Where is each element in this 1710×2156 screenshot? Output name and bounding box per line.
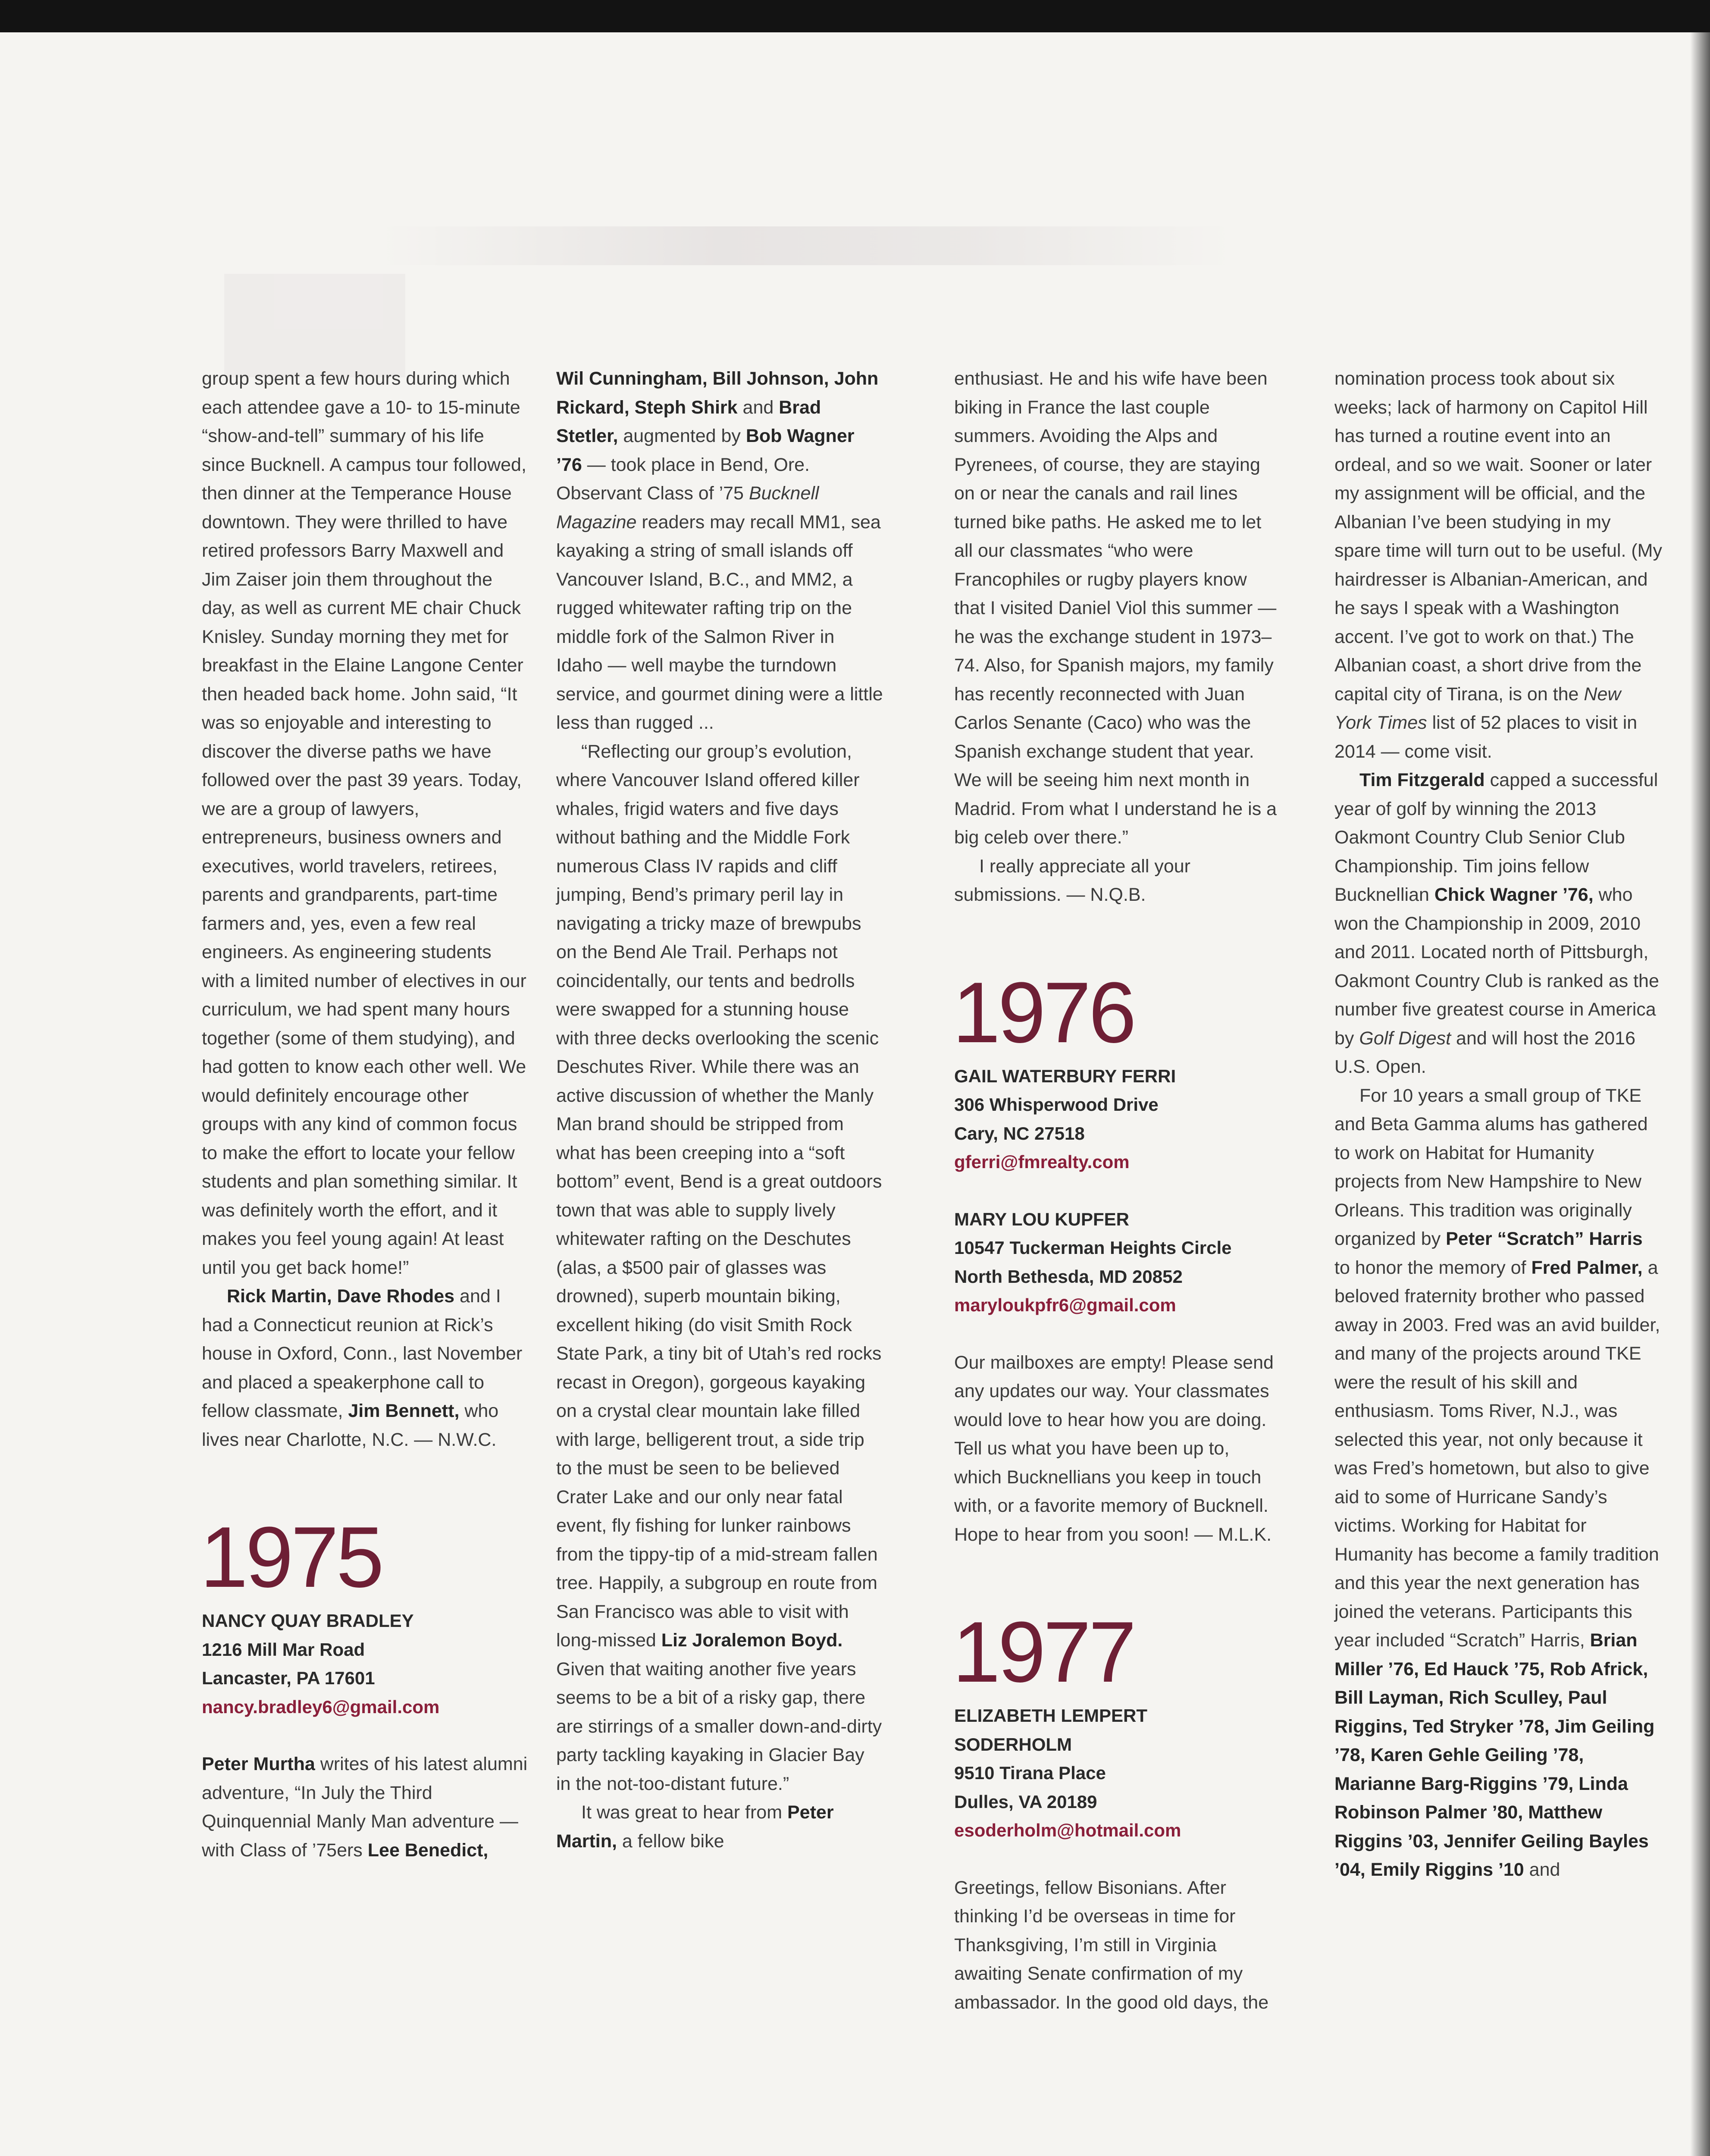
- contact-street: 10547 Tuckerman Heights Circle: [954, 1238, 1232, 1258]
- contact-email-link[interactable]: gferri@fmrealty.com: [954, 1152, 1130, 1172]
- publication-title: Golf Digest: [1359, 1028, 1451, 1049]
- class-correspondent-contact: [954, 1205, 1282, 1320]
- paragraph: Our mailboxes are empty! Please send any updates our way. Your classmates would love to hear how you are doing. Tell us what you have been up to, which Bucknellians you keep in touch with, or a favorite memory of Bucknell. Hope to hear from you soon! — M.L.K.: [954, 1352, 1274, 1545]
- publication-title: New York Times: [1334, 683, 1621, 733]
- alumni-name-list: Brian Miller ’76, Ed Hauck ’75, Rob Africk, Bill Layman, Rich Sculley, Paul Riggins, Ted Stryker ’78, Jim Geiling ’78, Karen Gehle Geiling ’78, Marianne Barg-Riggins ’79, Linda Robinson Palmer ’80, Matthew Riggins ’03, Jennifer Geiling Bayles ’04, Emily Riggins ’10: [1334, 1630, 1655, 1880]
- publication-title: Bucknell Magazine: [556, 483, 819, 533]
- column-3: [954, 364, 1282, 2017]
- page-edge-shadow: [1690, 32, 1710, 2156]
- contact-city: Cary, NC 27518: [954, 1123, 1085, 1144]
- contact-city: Lancaster, PA 17601: [202, 1668, 375, 1688]
- paragraph: Greetings, fellow Bisonians. After thinking I’d be overseas in time for Thanksgiving, I’m still in Virginia awaiting Senate confirmation of my ambassador. In the good old days, the: [954, 1877, 1269, 2013]
- paragraph: It was great to hear from Peter Martin, a fellow bike: [556, 1802, 834, 1852]
- faded-header-band: [379, 226, 1233, 265]
- contact-city: North Bethesda, MD 20852: [954, 1266, 1183, 1287]
- paragraph: enthusiast. He and his wife have been biking in France the last couple summers. Avoiding the Alps and Pyrenees, of course, they are staying on or near the canals and rail lines turned bike paths. He asked me to let all our classmates “who were Francophiles or rugby players know that I visited Daniel Viol this summer — he was the exchange student in 1973–74. Also, for Spanish majors, my family has recently reconnected with Juan Carlos Senante (Caco) who was the Spanish exchange student that year. We will be seeing him next month in Madrid. From what I understand he is a big celeb over there.”: [954, 368, 1277, 848]
- column-2: [556, 364, 884, 1855]
- alumni-name: Brad Stetler,: [556, 397, 821, 446]
- alumni-name: Rick Martin, Dave Rhodes: [227, 1286, 455, 1307]
- alumni-name: Lee Benedict,: [367, 1839, 489, 1861]
- paragraph: nomination process took about six weeks; lack of harmony on Capitol Hill has turned a routine event into an ordeal, and so we wait. Sooner or later my assignment will be official, and the Albanian I’ve been studying in my spare time will turn out to be useful. (My hairdresser is Albanian-American, and he says I speak with a Washington accent. I’ve got to work on that.) The Albanian coast, a short drive from the capital city of Tirana, is on the New York Times list of 52 places to visit in 2014 — come visit.: [1334, 368, 1662, 762]
- class-year-heading: 1977: [952, 1604, 1134, 1700]
- alumni-name: Peter Martin,: [556, 1802, 834, 1852]
- contact-name: GAIL WATERBURY FERRI: [954, 1065, 1176, 1086]
- paragraph: Peter Murtha writes of his latest alumni adventure, “In July the Third Quinquennial Manly Man adventure — with Class of ’75ers Lee Benedict,: [202, 1754, 528, 1861]
- contact-name: ELIZABETH LEMPERT: [954, 1705, 1147, 1726]
- alumni-name: Jim Bennett,: [348, 1401, 460, 1421]
- paragraph: Rick Martin, Dave Rhodes and I had a Connecticut reunion at Rick’s house in Oxford, Conn., last November and placed a speakerphone call to fellow classmate, Jim Bennett, who lives near Charlotte, N.C. — N.W.C.: [202, 1286, 523, 1450]
- paragraph: For 10 years a small group of TKE and Beta Gamma alums has gathered to work on Habitat for Humanity projects from New Hampshire to New Orleans. This tradition was originally organized by Peter “Scratch” Harris to honor the memory of Fred Palmer, a beloved fraternity brother who passed away in 2003. Fred was an avid builder, and many of the projects around TKE were the result of his skill and enthusiasm. Toms River, N.J., was selected this year, not only because it was Fred’s hometown, but also to give aid to some of Hurricane Sandy’s victims. Working for Habitat for Humanity has become a family tradition and this year the next generation has joined the veterans. Participants this year included “Scratch” Harris, Brian Miller ’76, Ed Hauck ’75, Rob Africk, Bill Layman, Rich Sculley, Paul Riggins, Ted Stryker ’78, Jim Geiling ’78, Karen Gehle Geiling ’78, Marianne Barg-Riggins ’79, Linda Robinson Palmer ’80, Matthew Riggins ’03, Jennifer Geiling Bayles ’04, Emily Riggins ’10 and: [1334, 1085, 1660, 1880]
- contact-street: 306 Whisperwood Drive: [954, 1094, 1159, 1115]
- contact-email-link[interactable]: nancy.bradley6@gmail.com: [202, 1696, 440, 1717]
- paragraph: “Reflecting our group’s evolution, where Vancouver Island offered killer whales, frigid waters and five days without bathing and the Middle Fork numerous Class IV rapids and cliff jumping, Bend’s primary peril lay in navigating a tricky maze of brewpubs on the Bend Ale Trail. Perhaps not coincidentally, our tents and bedrolls were swapped for a stunning house with three decks overlooking the scenic Deschutes River. While there was an active discussion of whether the Manly Man brand should be stripped from what has been creeping into a “soft bottom” event, Bend is a great outdoors town that was able to supply lively whitewater rafting on the Deschutes (alas, a $500 pair of glasses was drowned), superb mountain biking, excellent hiking (do visit Smith Rock State Park, a tiny bit of Utah’s red rocks recast in Oregon), gorgeous kayaking on a crystal clear mountain lake filled with large, belligerent trout, a side trip to the must be seen to be believed Crater Lake and our only near fatal event, fly fishing for lunker rainbows from the tippy-tip of a mid-stream fallen tree. Happily, a subgroup en route from San Francisco was able to visit with long-missed Liz Joralemon Boyd. Given that waiting another five years seems to be a bit of a risky gap, there are stirrings of a smaller down-and-dirty party tackling kayaking in Glacier Bay in the not-too-distant future.”: [556, 741, 882, 1794]
- alumni-name: Liz Joralemon Boyd.: [661, 1630, 843, 1651]
- column-1: [202, 364, 529, 1865]
- contact-email-link[interactable]: maryloukpfr6@gmail.com: [954, 1295, 1176, 1315]
- column-4: [1334, 364, 1662, 1884]
- alumni-name: Tim Fitzgerald: [1359, 770, 1485, 790]
- contact-name: MARY LOU KUPFER: [954, 1209, 1130, 1229]
- alumni-name: Peter “Scratch” Harris: [1446, 1228, 1643, 1249]
- paragraph: Wil Cunningham, Bill Johnson, John Rickard, Steph Shirk and Brad Stetler, augmented by Bob Wagner ’76 — took place in Bend, Ore. Observant Class of ’75 Bucknell Magazine readers may recall MM1, sea kayaking a string of small islands off Vancouver Island, B.C., and MM2, a rugged whitewater rafting trip on the middle fork of the Salmon River in Idaho — well maybe the turndown service, and gourmet dining were a little less than rugged ...: [556, 368, 883, 733]
- alumni-name: Fred Palmer,: [1531, 1257, 1643, 1278]
- class-correspondent-contact: [202, 1607, 529, 1721]
- class-correspondent-contact: [954, 1702, 1282, 1845]
- alumni-name: Bob Wagner ’76: [556, 426, 855, 475]
- faded-header-block: [224, 274, 405, 377]
- alumni-name: Chick Wagner ’76,: [1434, 884, 1594, 905]
- magazine-page: [0, 32, 1710, 2156]
- contact-name: NANCY QUAY BRADLEY: [202, 1611, 414, 1631]
- contact-street: 1216 Mill Mar Road: [202, 1639, 365, 1660]
- alumni-name: Wil Cunningham, Bill Johnson, John Rickard, Steph Shirk: [556, 368, 879, 418]
- class-year-heading: 1976: [952, 964, 1134, 1061]
- contact-street: 9510 Tirana Place: [954, 1763, 1106, 1783]
- contact-name: SODERHOLM: [954, 1734, 1072, 1755]
- class-year-heading: 1975: [200, 1509, 382, 1605]
- alumni-name: Peter Murtha: [202, 1754, 315, 1774]
- contact-email-link[interactable]: esoderholm@hotmail.com: [954, 1820, 1181, 1840]
- contact-city: Dulles, VA 20189: [954, 1791, 1097, 1812]
- paragraph: group spent a few hours during which each attendee gave a 10- to 15-minute “show-and-tell” summary of his life since Bucknell. A campus tour followed, then dinner at the Temperance House downtown. They were thrilled to have retired professors Barry Maxwell and Jim Zaiser join them throughout the day, as well as current ME chair Chuck Knisley. Sunday morning they met for breakfast in the Elaine Langone Center then headed back home. John said, “It was so enjoyable and interesting to discover the diverse paths we have followed over the past 39 years. Today, we are a group of lawyers, entrepreneurs, business owners and executives, world travelers, retirees, parents and grandparents, part-time farmers and, yes, even a few real engineers. As engineering students with a limited number of electives in our curriculum, we had spent many hours together (some of them studying), and had gotten to know each other well. We would definitely encourage other groups with any kind of common focus to make the effort to locate your fellow students and plan something similar. It was definitely worth the effort, and it makes you feel young again! At least until you get back home!”: [202, 368, 526, 1278]
- paragraph: Tim Fitzgerald capped a successful year of golf by winning the 2013 Oakmont Country Club Senior Club Championship. Tim joins fellow Bucknellian Chick Wagner ’76, who won the Championship in 2009, 2010 and 2011. Located north of Pittsburgh, Oakmont Country Club is ranked as the number five greatest course in America by Golf Digest and will host the 2016 U.S. Open.: [1334, 770, 1659, 1077]
- class-correspondent-contact: [954, 1062, 1282, 1177]
- paragraph: I really appreciate all your submissions. — N.Q.B.: [954, 856, 1190, 905]
